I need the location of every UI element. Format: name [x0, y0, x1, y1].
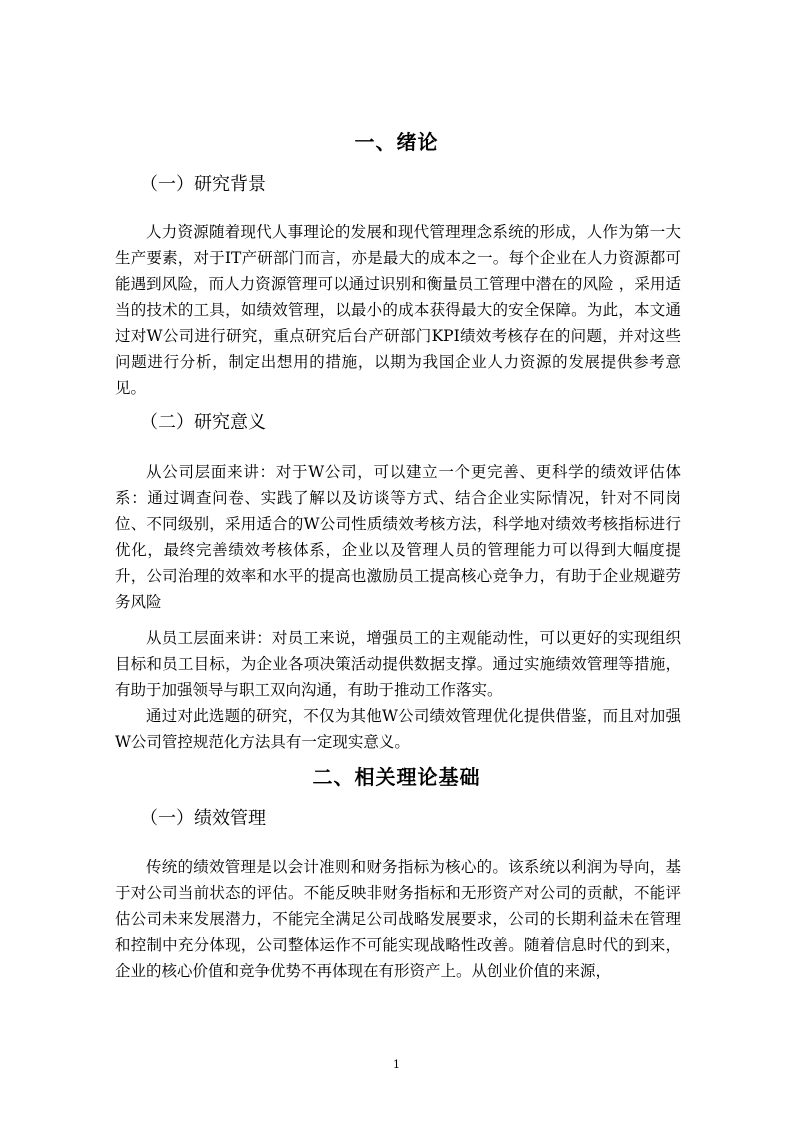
- section-1-1-title: （一）研究背景: [140, 174, 266, 195]
- section-1-2-title: （二）研究意义: [140, 412, 266, 433]
- section-2-title: 二、相关理论基础: [312, 765, 481, 789]
- section-1-2-paragraph-1: 从公司层面来讲：对于W公司，可以建立一个更完善、更科学的绩效评估体系：通过调查问卷、实践了解以及访谈等方式、结合企业实际情况，针对不同岗位、不同级别，采用适合的W公司性质绩效考核方法，科学地对绩效考核指标进行优化，最终完善绩效考核体系，企业以及管理人员的管理能力可以得到大幅度提升，公司治理的效率和水平的提高也激励员工提高核心竞争力，有助于企业规避劳务风险: [115, 463, 681, 611]
- section-1-2-paragraph-2: 从员工层面来讲：对员工来说，增强员工的主观能动性，可以更好的实现组织目标和员工目标，为企业各项决策活动提供数据支撑。通过实施绩效管理等措施，有助于加强领导与职工双向沟通，有助于推动工作落实。: [115, 629, 681, 699]
- section-2-1-paragraph-1: 传统的绩效管理是以会计准则和财务指标为核心的。该系统以利润为导向，基于对公司当前状态的评估。不能反映非财务指标和无形资产对公司的贡献，不能评估公司未来发展潜力，不能完全满足公司战略发展要求，公司的长期利益未在管理和控制中充分体现，公司整体运作不可能实现战略性改善。随着信息时代的到来，企业的核心价值和竞争优势不再体现在有形资产上。从创业价值的来源，: [115, 858, 681, 980]
- section-1-2-paragraph-3: 通过对此选题的研究，不仅为其他W公司绩效管理优化提供借鉴，而且对加强W公司管控规范化方法具有一定现实意义。: [115, 707, 681, 751]
- page-number: 1: [393, 1058, 400, 1071]
- section-1-1-paragraph-1: 人力资源随着现代人事理论的发展和现代管理理念系统的形成，人作为第一大生产要素，对于IT产研部门而言，亦是最大的成本之一。每个企业在人力资源都可能遇到风险，而人力资源管理可以通过识别和衡量员工管理中潜在的风险 ，采用适当的技术的工具，如绩效管理，以最小的成本获得最大的安全保障。为此，本文通过对W公司进行研究，重点研究后台产研部门KPI绩效考核存在的问题，并对这些问题进行分析，制定出想用的措施，以期为我国企业人力资源的发展提供参考意见。: [115, 223, 681, 397]
- section-2-1-title: （一）绩效管理: [140, 808, 266, 829]
- section-1-title: 一、绪论: [354, 130, 439, 154]
